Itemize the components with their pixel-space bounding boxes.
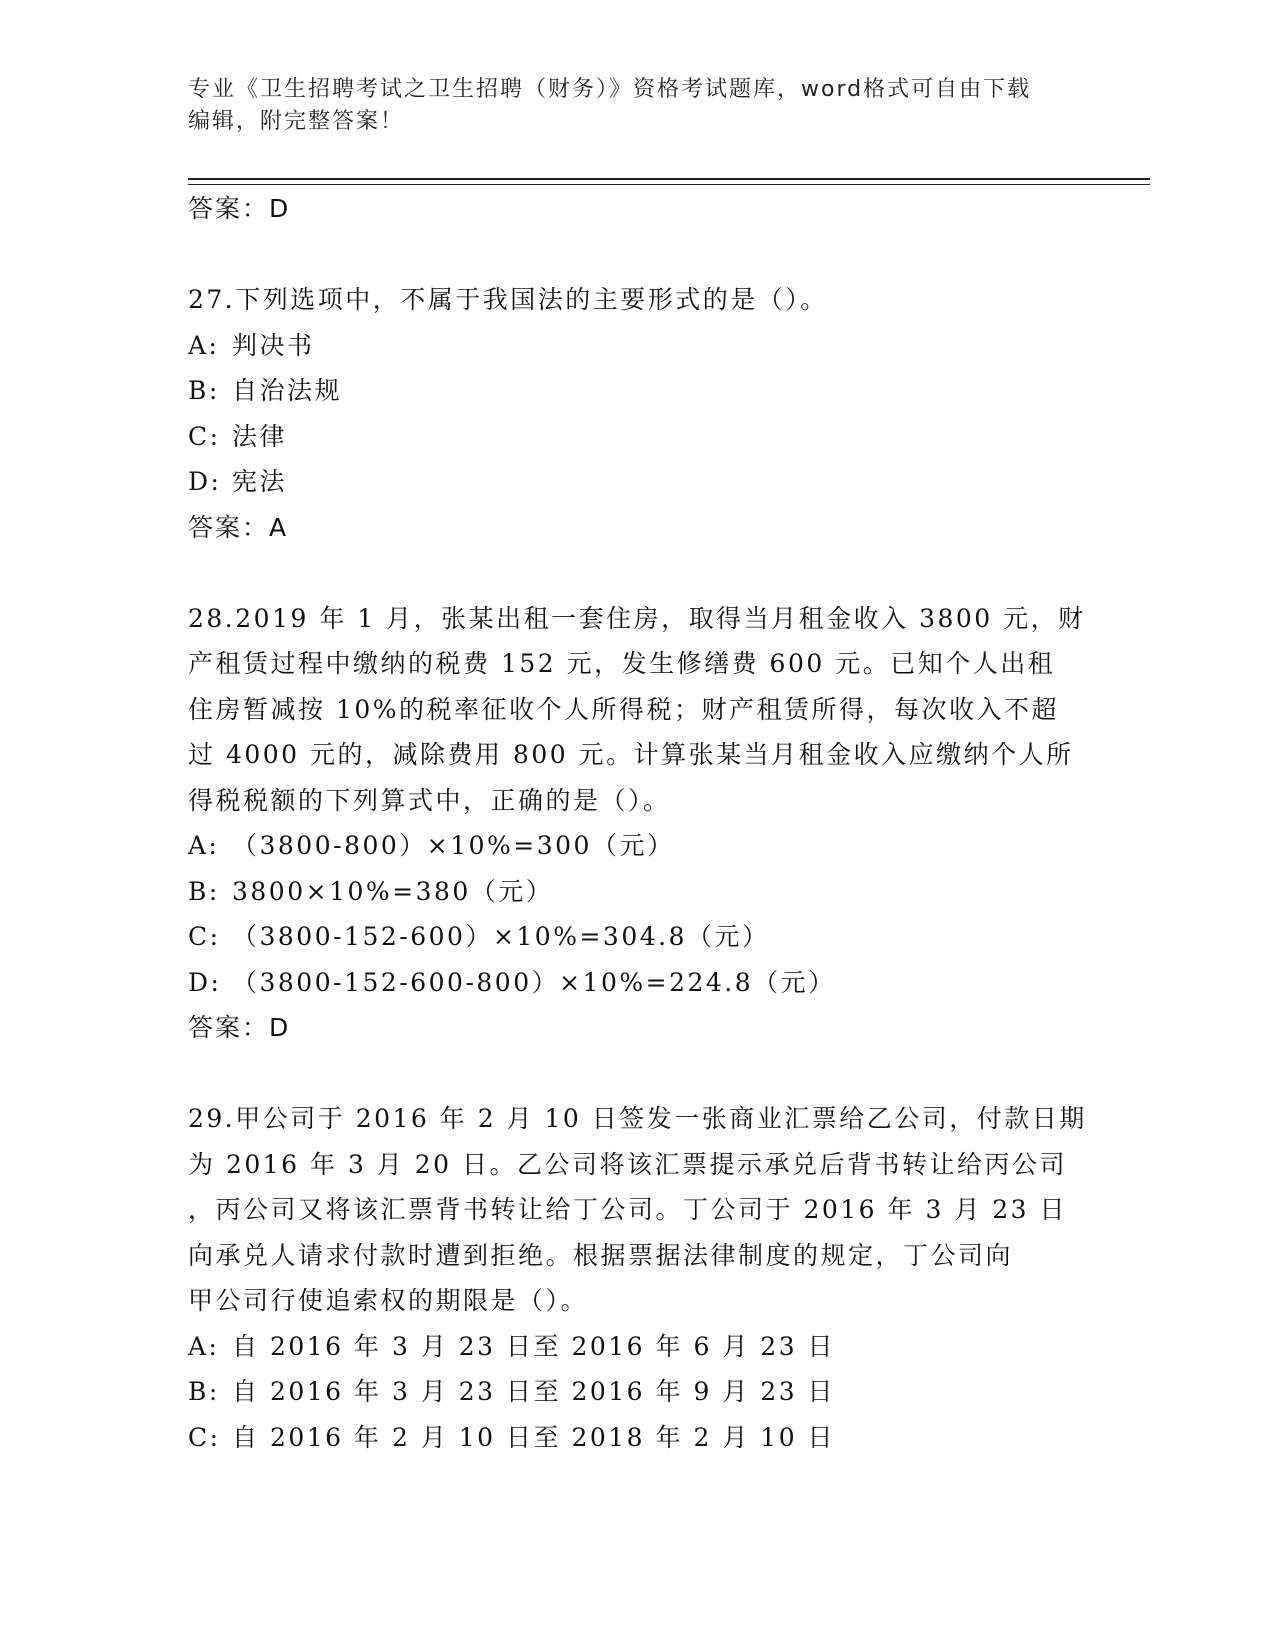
- option-text: （3800-152-600-800）×10%=224.8（元）: [232, 967, 836, 997]
- option-letter: C:: [188, 922, 221, 951]
- spacer: [188, 550, 1088, 596]
- question-29: [188, 1096, 1088, 1460]
- option-letter: D:: [188, 467, 222, 496]
- option-text: 自治法规: [232, 376, 343, 405]
- option-text: 法律: [232, 421, 288, 451]
- question-28: [188, 596, 1088, 1051]
- question-stem-line: 向承兑人请求付款时遭到拒绝。根据票据法律制度的规定，丁公司向: [188, 1240, 1014, 1270]
- option-letter: B:: [188, 1377, 220, 1406]
- question-stem-line: ，丙公司又将该汇票背书转让给丁公司。丁公司于 2016 年 3 月 23 日: [188, 1195, 1068, 1224]
- question-stem-line: 为 2016 年 3 月 20 日。乙公司将该汇票提示承兑后背书转让给丙公司: [188, 1149, 1068, 1179]
- question-stem-line: 27.下列选项中，不属于我国法的主要形式的是（）。: [188, 285, 828, 314]
- option-letter: D:: [188, 967, 222, 997]
- spacer: [188, 232, 1088, 278]
- page-header: [188, 74, 1068, 138]
- option-b: [188, 368, 1088, 414]
- question-list: [188, 186, 1088, 1460]
- option-text: （3800-152-600）×10%=304.8（元）: [232, 922, 770, 951]
- option-a: [188, 823, 1088, 869]
- option-c: [188, 914, 1088, 960]
- option-c: [188, 414, 1088, 460]
- option-text: 自 2016 年 2 月 10 日至 2018 年 2 月 10 日: [232, 1422, 836, 1452]
- option-c: [188, 1415, 1088, 1461]
- question-stem-line: 28.2019 年 1 月，张某出租一套住房，取得当月租金收入 3800 元，财: [188, 603, 1086, 633]
- option-a: [188, 1324, 1088, 1370]
- header-divider: [188, 178, 1150, 185]
- option-text: 宪法: [232, 467, 288, 496]
- option-b: [188, 1369, 1088, 1415]
- option-text: 3800×10%=380（元）: [232, 876, 554, 906]
- question-stem-line: 产租赁过程中缴纳的税费 152 元，发生修缮费 600 元。已知个人出租: [188, 649, 1056, 678]
- option-letter: A:: [188, 831, 220, 860]
- answer: 答案：D: [188, 1013, 291, 1042]
- question-stem-line: 住房暂减按 10%的税率征收个人所得税；财产租赁所得，每次收入不超: [188, 694, 1060, 724]
- question-stem-line: 得税税额的下列算式中，正确的是（）。: [188, 785, 671, 815]
- previous-answer: 答案：D: [188, 194, 291, 223]
- option-text: 自 2016 年 3 月 23 日至 2016 年 9 月 23 日: [232, 1377, 836, 1406]
- spacer: [188, 1051, 1088, 1097]
- option-text: 判决书: [232, 330, 315, 360]
- question-stem-line: 29.甲公司于 2016 年 2 月 10 日签发一张商业汇票给乙公司，付款日期: [188, 1104, 1087, 1133]
- question-stem-line: 过 4000 元的，减除费用 800 元。计算张某当月租金收入应缴纳个人所: [188, 740, 1074, 769]
- option-letter: A:: [188, 1331, 220, 1361]
- option-d: [188, 459, 1088, 505]
- option-letter: C:: [188, 421, 221, 451]
- option-text: （3800-800）×10%=300（元）: [232, 831, 675, 860]
- answer: 答案：A: [188, 512, 289, 542]
- option-d: [188, 960, 1088, 1006]
- option-letter: B:: [188, 876, 220, 906]
- option-a: [188, 323, 1088, 369]
- question-stem-line: 甲公司行使追索权的期限是（）。: [188, 1286, 589, 1315]
- option-text: 自 2016 年 3 月 23 日至 2016 年 6 月 23 日: [232, 1331, 836, 1361]
- option-letter: B:: [188, 376, 220, 405]
- header-line-2: 编辑，附完整答案！: [188, 109, 405, 134]
- question-27: [188, 277, 1088, 550]
- option-letter: A:: [188, 330, 220, 360]
- option-letter: C:: [188, 1422, 221, 1452]
- header-line-1: 专业《卫生招聘考试之卫生招聘（财务）》资格考试题库，word格式可自由下载: [188, 77, 1032, 102]
- option-b: [188, 869, 1088, 915]
